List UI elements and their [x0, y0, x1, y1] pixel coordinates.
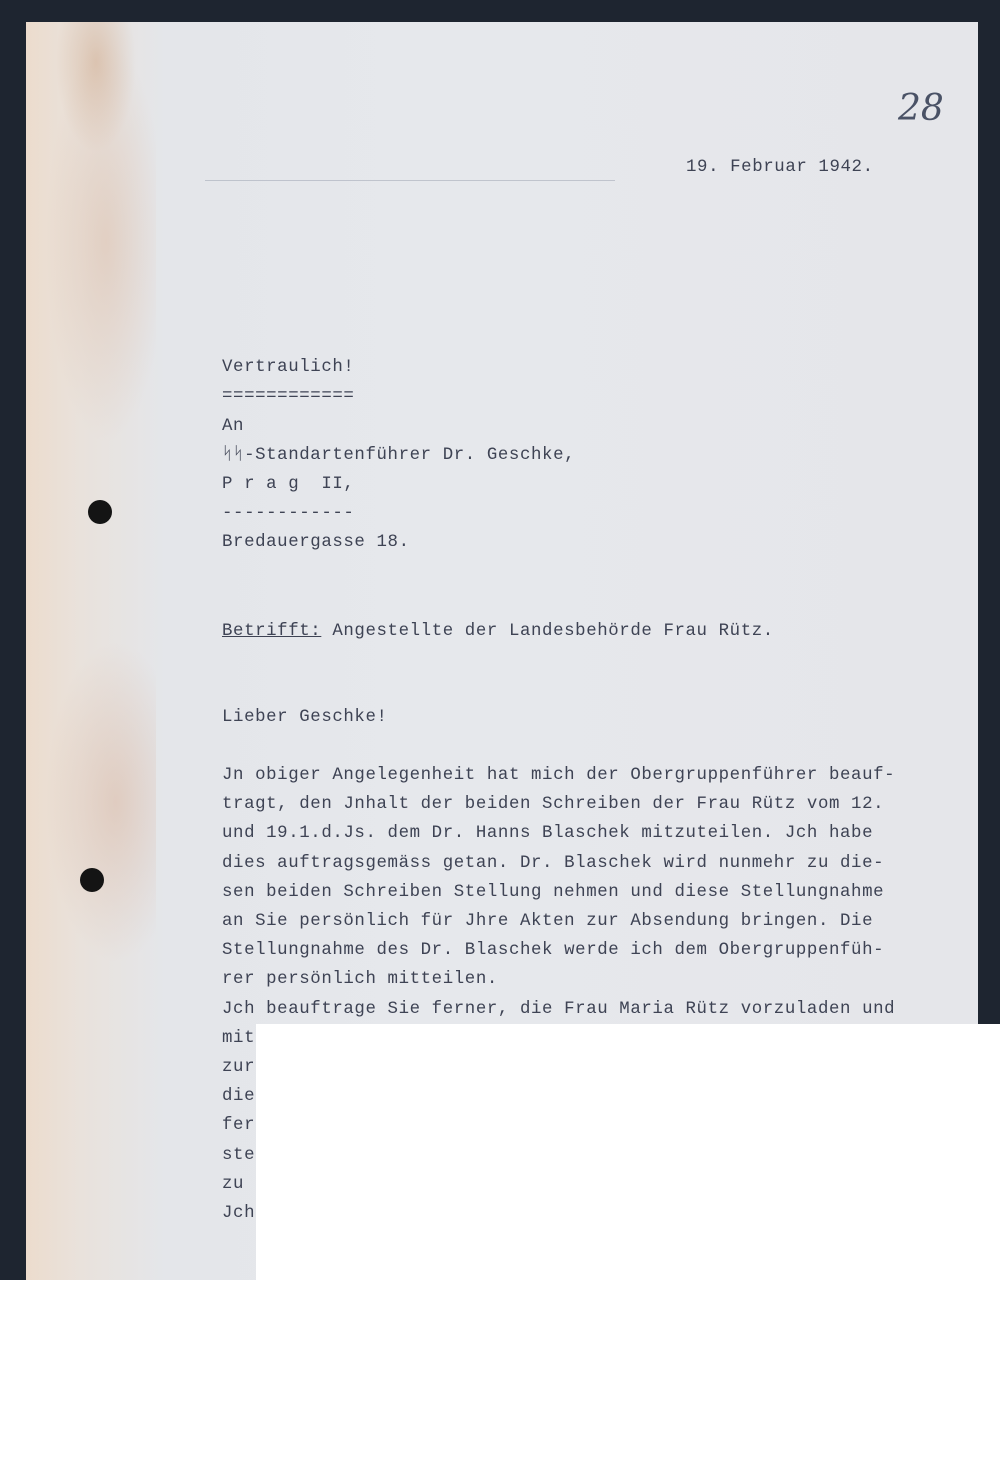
ghost-rule: [205, 180, 615, 181]
body-line: Jn obiger Angelegenheit hat mich der Obergruppenführer beauf-: [222, 766, 896, 785]
recipient-line: P r a g II,: [222, 475, 355, 494]
body-line: fer: [222, 1116, 256, 1136]
body-line: ste: [222, 1145, 256, 1165]
body-line: rer persönlich mitteilen.: [222, 970, 498, 990]
bottom-margin: [0, 1280, 1000, 1460]
punch-hole-bottom: [80, 868, 104, 892]
body-line: zur: [222, 1058, 256, 1078]
subject-text: Angestellte der Landesbehörde Frau Rütz.: [321, 622, 774, 641]
recipient-line: An: [222, 417, 245, 436]
subject-label: Betrifft:: [222, 622, 322, 641]
body-line: Jch: [222, 1204, 256, 1224]
recipient-line: ᛋᛋ-Standartenführer Dr. Geschke,: [222, 446, 576, 465]
body-line: und 19.1.d.Js. dem Dr. Hanns Blaschek mitzuteilen. Jch habe: [222, 824, 874, 844]
letter-date: 19. Februar 1942.: [686, 158, 874, 177]
body-line: Stellungnahme des Dr. Blaschek werde ich dem Obergruppenfüh-: [222, 941, 885, 961]
confidential-heading: [222, 353, 354, 411]
recipient-line: Bredauergasse 18.: [222, 533, 410, 552]
recipient-line: ------------: [222, 504, 355, 523]
salutation: Lieber Geschke!: [222, 708, 388, 727]
body-line: mit: [222, 1028, 256, 1048]
handwritten-page-number: 28: [898, 88, 944, 129]
body-line: die: [222, 1087, 256, 1107]
recipient-block: [222, 412, 575, 557]
body-line: dies auftragsgemäss getan. Dr. Blaschek wird nunmehr zu die-: [222, 853, 885, 873]
punch-hole-top: [88, 500, 112, 524]
body-line: Jch beauftrage Sie ferner, die Frau Maria Rütz vorzuladen und: [222, 999, 896, 1019]
body-line: tragt, den Jnhalt der beiden Schreiben der Frau Rütz vom 12.: [222, 795, 885, 815]
subject-line: [222, 617, 774, 646]
body-line: zu: [222, 1174, 245, 1194]
body-line: sen beiden Schreiben Stellung nehmen und diese Stellungnahme: [222, 882, 885, 902]
paper-stain: [26, 22, 156, 1280]
confidential-underline: ============: [222, 387, 355, 406]
body-line: an Sie persönlich für Jhre Akten zur Absendung bringen. Die: [222, 912, 874, 932]
confidential-label: Vertraulich!: [222, 358, 355, 377]
